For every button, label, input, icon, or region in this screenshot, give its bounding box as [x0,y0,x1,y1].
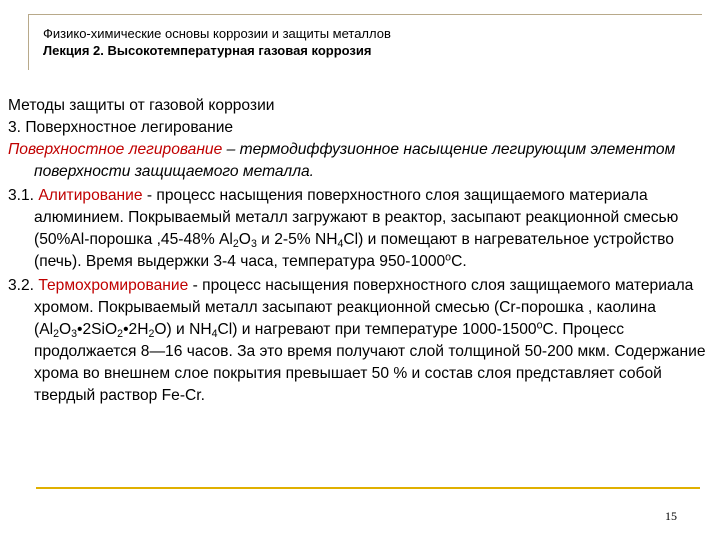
chromizing-text-d: •2H [123,321,149,338]
header-frame [28,14,702,70]
degree-mark: о [445,251,452,264]
aluminizing-text-a: - процесс насыщения поверхностного слоя защищаемого материала алюминием. Покрываемый металл загружают в реактор, засыпают реакционной смесью (50%Al-порошка ,45-48% Al [34,187,679,248]
aluminizing-sub: 3 [250,238,257,251]
chromizing-text-g: С. Процесс продолжается 8—16 часов. За это время получают слой толщиной 50-200 мкм. Содержание хрома во внешнем слое покрытия превышает 50 % и состав слоя представляет собой твердый раствор Fe-Cr. [34,321,706,404]
lecture-title: Лекция 2. Высокотемпературная газовая коррозия [43,43,372,58]
definition-text: – термодиффузионное насыщение легирующим элементом поверхности защищаемого металла. [34,141,676,180]
aluminizing-number: 3.1. [8,187,39,204]
section-heading: Методы защиты от газовой коррозии [8,97,275,114]
definition-paragraph [8,139,708,183]
chromizing-number: 3.2. [8,277,39,294]
chromizing-text-a: - процесс насыщения поверхностного слоя защищаемого материала хромом. Покрываемый металл засыпают реакционной смесью (Cr-порошка , каолина (Al [34,277,694,338]
chromizing-sub: 2 [148,328,155,341]
footer-rule [36,487,700,489]
subsection-title: 3. Поверхностное легирование [8,119,234,136]
chromizing-term: Термохромирование [38,277,189,294]
aluminizing-text-b: O [238,231,251,248]
chromizing-sub: 3 [71,328,78,341]
chromizing-sub: 2 [117,328,124,341]
aluminizing-sub: 2 [232,238,239,251]
page-number: 15 [665,509,677,523]
aluminizing-text-c: и 2-5% NH [256,231,338,248]
aluminizing-text-d: Cl) и помещают в нагревательное устройство (печь). Время выдержки 3-4 часа, температура 950-1000 [34,231,674,270]
aluminizing-paragraph [8,185,708,273]
chromizing-text-b: O [58,321,72,338]
chromizing-sub: 4 [211,328,218,341]
aluminizing-text-e: С. [451,253,467,270]
chromizing-text-e: O) и NH [154,321,212,338]
definition-term: Поверхностное легирование [8,141,223,158]
aluminizing-term: Алитирование [38,187,143,204]
course-title: Физико-химические основы коррозии и защиты металлов [43,26,391,41]
aluminizing-sub: 4 [337,238,344,251]
degree-mark: о [536,319,543,332]
slide-body [8,95,708,407]
chromizing-text-f: Cl) и нагревают при температуре 1000-1500 [217,321,537,338]
chromizing-text-c: •2SiO [77,321,118,338]
chromizing-paragraph [8,275,708,407]
chromizing-sub: 2 [53,328,59,341]
